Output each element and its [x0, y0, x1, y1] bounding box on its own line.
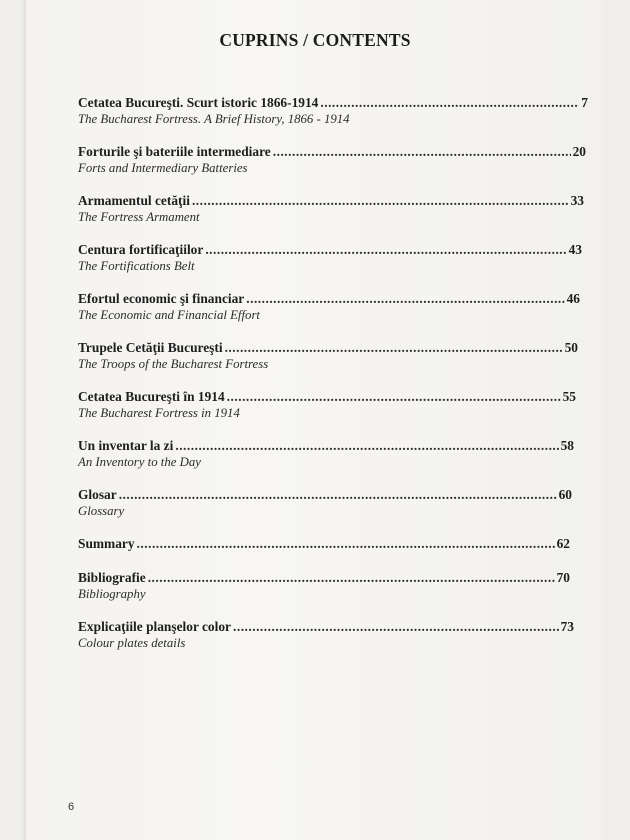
- toc-entry-title: Trupele Cetăţii Bucureşti: [78, 340, 223, 355]
- table-of-contents: [78, 95, 588, 668]
- toc-entry-bibliography: [78, 570, 570, 619]
- toc-entry-title: Armamentul cetăţii: [78, 193, 190, 208]
- toc-entry-title: Efortul economic şi financiar: [78, 291, 245, 306]
- toc-entry-title: Forturile şi bateriile intermediare: [78, 144, 271, 159]
- toc-entry-forts: [78, 144, 586, 193]
- leader-dots: [227, 389, 561, 405]
- book-page: [26, 0, 604, 840]
- toc-entry-effort: [78, 291, 580, 340]
- toc-entry-belt: [78, 242, 582, 291]
- toc-entry-page: 46: [566, 291, 580, 306]
- toc-entry-title: Cetatea Bucureşti. Scurt istoric 1866-1914: [78, 95, 319, 110]
- leader-dots: [119, 487, 557, 503]
- toc-entry-page: 70: [556, 570, 570, 585]
- toc-entry-title: Explicaţiile planşelor color: [78, 619, 231, 634]
- toc-entry-page: 62: [556, 536, 570, 551]
- toc-entry-page: 58: [560, 438, 574, 453]
- toc-entry-subtitle: Colour plates details: [78, 636, 186, 650]
- toc-entry-subtitle: The Fortress Armament: [78, 210, 200, 224]
- toc-entry-1914: [78, 389, 576, 438]
- toc-entry-subtitle: The Economic and Financial Effort: [78, 308, 260, 322]
- toc-entry-subtitle: The Bucharest Fortress. A Brief History, 1866 - 1914: [78, 112, 350, 126]
- toc-entry-title: Cetatea Bucureşti în 1914: [78, 389, 225, 404]
- toc-entry-plates: [78, 619, 574, 668]
- toc-entry-subtitle: An Inventory to the Day: [78, 455, 201, 469]
- toc-entry-subtitle: Glossary: [78, 504, 125, 518]
- toc-entry-inventory: [78, 438, 574, 487]
- toc-entry-page: 55: [562, 389, 576, 404]
- leader-dots: [192, 193, 569, 209]
- page-number: 6: [68, 801, 75, 813]
- leader-dots: [225, 340, 563, 356]
- leader-dots: [233, 619, 559, 635]
- leader-dots: [175, 438, 558, 454]
- toc-entry-troops: [78, 340, 578, 389]
- leader-dots: [273, 144, 571, 160]
- leader-dots: [320, 95, 579, 111]
- toc-entry-page: 7: [581, 95, 588, 110]
- toc-entry-glossary: [78, 487, 572, 536]
- toc-entry-subtitle: The Fortifications Belt: [78, 259, 195, 273]
- leader-dots: [148, 570, 555, 586]
- toc-entry-page: 60: [558, 487, 572, 502]
- toc-entry-title: Bibliografie: [78, 570, 146, 585]
- toc-entry-title: Centura fortificaţiilor: [78, 242, 204, 257]
- toc-entry-armament: [78, 193, 584, 242]
- toc-entry-subtitle: Bibliography: [78, 587, 146, 601]
- toc-entry-page: 73: [560, 619, 574, 634]
- toc-entry-summary: [78, 536, 570, 570]
- toc-entry-subtitle: The Bucharest Fortress in 1914: [78, 406, 240, 420]
- toc-entry-title: Summary: [78, 536, 135, 551]
- toc-entry-page: 50: [564, 340, 578, 355]
- toc-entry-page: 43: [568, 242, 582, 257]
- leader-dots: [246, 291, 564, 307]
- toc-entry-subtitle: Forts and Intermediary Batteries: [78, 161, 248, 175]
- toc-entry-page: 33: [570, 193, 584, 208]
- page-title: CUPRINS / CONTENTS: [219, 30, 411, 50]
- leader-dots: [137, 536, 555, 552]
- toc-entry-subtitle: The Troops of the Bucharest Fortress: [78, 357, 269, 371]
- toc-entry-title: Un inventar la zi: [78, 438, 174, 453]
- leader-dots: [205, 242, 566, 258]
- toc-entry-page: 20: [572, 144, 586, 159]
- toc-entry-history: [78, 95, 588, 144]
- toc-entry-title: Glosar: [78, 487, 117, 502]
